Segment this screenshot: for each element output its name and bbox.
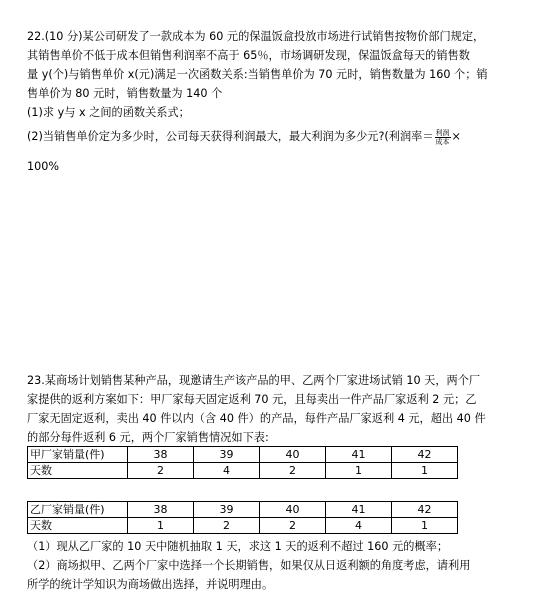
- table-cell: 42: [392, 502, 458, 518]
- q22-percent: 100%: [27, 160, 59, 173]
- table-row: [28, 447, 458, 463]
- table-cell: 2: [260, 463, 326, 479]
- table-cell: 41: [326, 502, 392, 518]
- q22-part-2: [27, 127, 527, 146]
- table-cell: 4: [194, 463, 260, 479]
- fraction-numerator: 利润: [435, 128, 450, 137]
- q23-line-2: 家提供的返利方案如下：甲厂家每天固定返利 70 元，且每卖出一件产品厂家返利 2 元；乙: [27, 393, 477, 406]
- table-cell: 1: [392, 463, 458, 479]
- table-cell: 38: [128, 502, 194, 518]
- table-cell: 4: [326, 518, 392, 534]
- q22-line-4: 售单价为 80 元时，销售数量为 140 个: [27, 87, 223, 100]
- q23-part-2-line-2: 所学的统计学知识为商场做出选择，并说明理由。: [27, 578, 274, 591]
- table-cell: 40: [260, 447, 326, 463]
- fraction-denominator: 成本: [435, 137, 450, 146]
- table-cell: 甲厂家销量(件): [28, 447, 128, 463]
- table-cell: 2: [194, 518, 260, 534]
- table-cell: 天数: [28, 463, 128, 479]
- table-cell: 1: [128, 518, 194, 534]
- q22-line-2: 其销售单价不低于成本但销售利润率不高于 65％，市场调研发现，保温饭盒每天的销售数: [27, 49, 470, 62]
- table-cell: 41: [326, 447, 392, 463]
- table-cell: 39: [194, 447, 260, 463]
- q23-line-4: 的部分每件返利 6 元，两个厂家销售情况如下表:: [27, 431, 269, 444]
- table-cell: 2: [260, 518, 326, 534]
- q23-part-1: （1）现从乙厂家的 10 天中随机抽取 1 天，求这 1 天的返利不超过 160 元的概率；: [27, 540, 449, 553]
- table-cell: 40: [260, 502, 326, 518]
- q22-line-3: 量 y(个)与销售单价 x(元)满足一次函数关系:当销售单价为 70 元时，销售数量为 160 个；销: [27, 68, 488, 81]
- table-cell: 42: [392, 447, 458, 463]
- table-cell: 39: [194, 502, 260, 518]
- table-cell: 2: [128, 463, 194, 479]
- profit-rate-fraction: [435, 129, 451, 146]
- q23-part-2-line-1: （2）商场拟甲、乙两个厂家中选择一个长期销售，如果仅从日返利额的角度考虑，请利用: [27, 559, 471, 572]
- table-row: [28, 518, 458, 534]
- table-cell: 天数: [28, 518, 128, 534]
- table-cell: 38: [128, 447, 194, 463]
- table-cell: 1: [392, 518, 458, 534]
- factory-a-table: [27, 446, 458, 479]
- q23-line-1: 23.某商场计划销售某种产品，现邀请生产该产品的甲、乙两个厂家进场试销 10 天，两个厂: [27, 374, 481, 387]
- table-cell: 乙厂家销量(件): [28, 502, 128, 518]
- table-row: [28, 502, 458, 518]
- q22-part-1: (1)求 y与 x 之间的函数关系式；: [27, 106, 190, 119]
- q22-part-2-text: (2)当销售单价定为多少时，公司每天获得利润最大，最大利润为多少元?(利润率＝: [27, 130, 434, 143]
- table-cell: 1: [326, 463, 392, 479]
- q22-line-1: 22.(10 分)某公司研发了一款成本为 60 元的保温饭盒投放市场进行试销售按物价部门规定，: [27, 30, 485, 43]
- times-sign: ×: [451, 130, 461, 143]
- table-row: [28, 463, 458, 479]
- factory-b-table: [27, 501, 458, 534]
- q23-line-3: 厂家无固定返利，卖出 40 件以内（含 40 件）的产品，每件产品厂家返利 4 元，超出 40 件: [27, 412, 486, 425]
